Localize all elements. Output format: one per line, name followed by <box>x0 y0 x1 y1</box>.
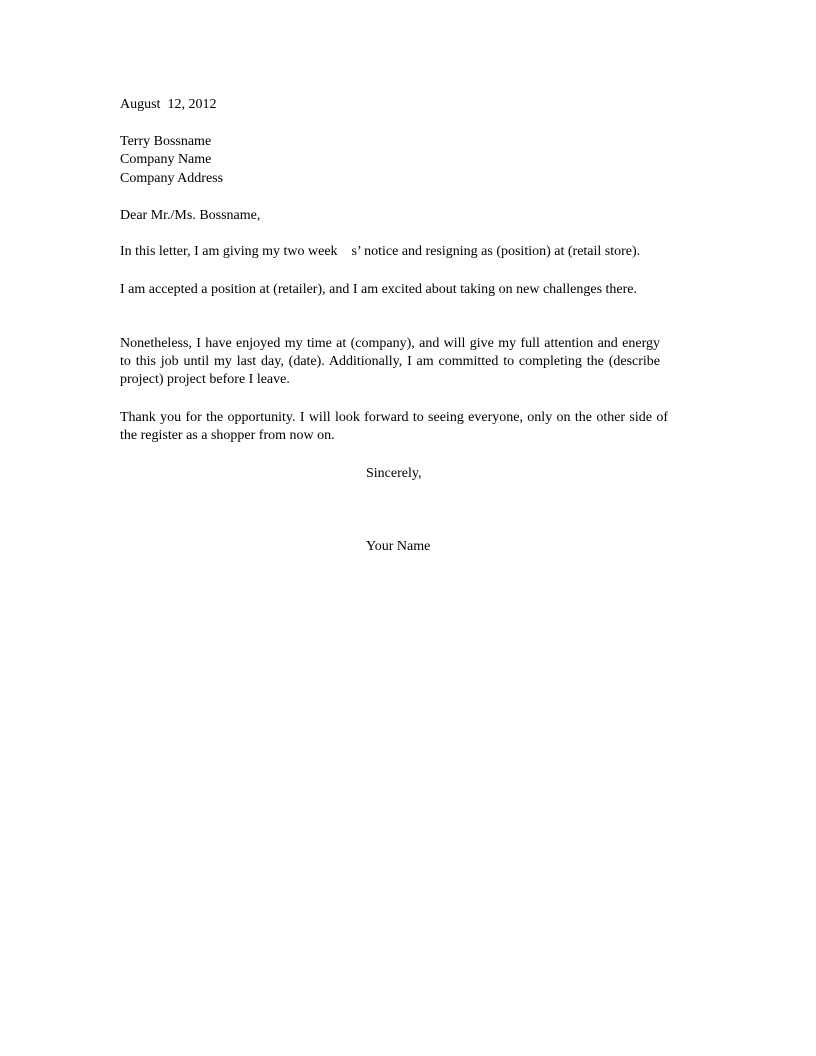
signature-name: Your Name <box>366 539 431 554</box>
paragraph-thanks: Thank you for the opportunity. I will look forward to seeing everyone, only on the other side of the register as a shopper from now on. <box>120 410 668 443</box>
paragraph-notice: In this letter, I am giving my two week s’ notice and resigning as (position) at (retail store). <box>120 244 641 259</box>
recipient-address: Company Address <box>120 171 224 186</box>
closing: Sincerely, <box>366 466 422 481</box>
paragraph-commitment: Nonetheless, I have enjoyed my time at (company), and will give my full attention and energy to this job until my last day, (date). Additionally, I am committed to completing the (describe project) project before I leave. <box>120 336 660 387</box>
paragraph-new-position: I am accepted a position at (retailer), and I am excited about taking on new challenges there. <box>120 282 638 297</box>
recipient-company: Company Name <box>120 152 212 167</box>
letter-date: August 12, 2012 <box>120 97 217 112</box>
salutation: Dear Mr./Ms. Bossname, <box>120 208 261 223</box>
recipient-name: Terry Bossname <box>120 134 212 149</box>
